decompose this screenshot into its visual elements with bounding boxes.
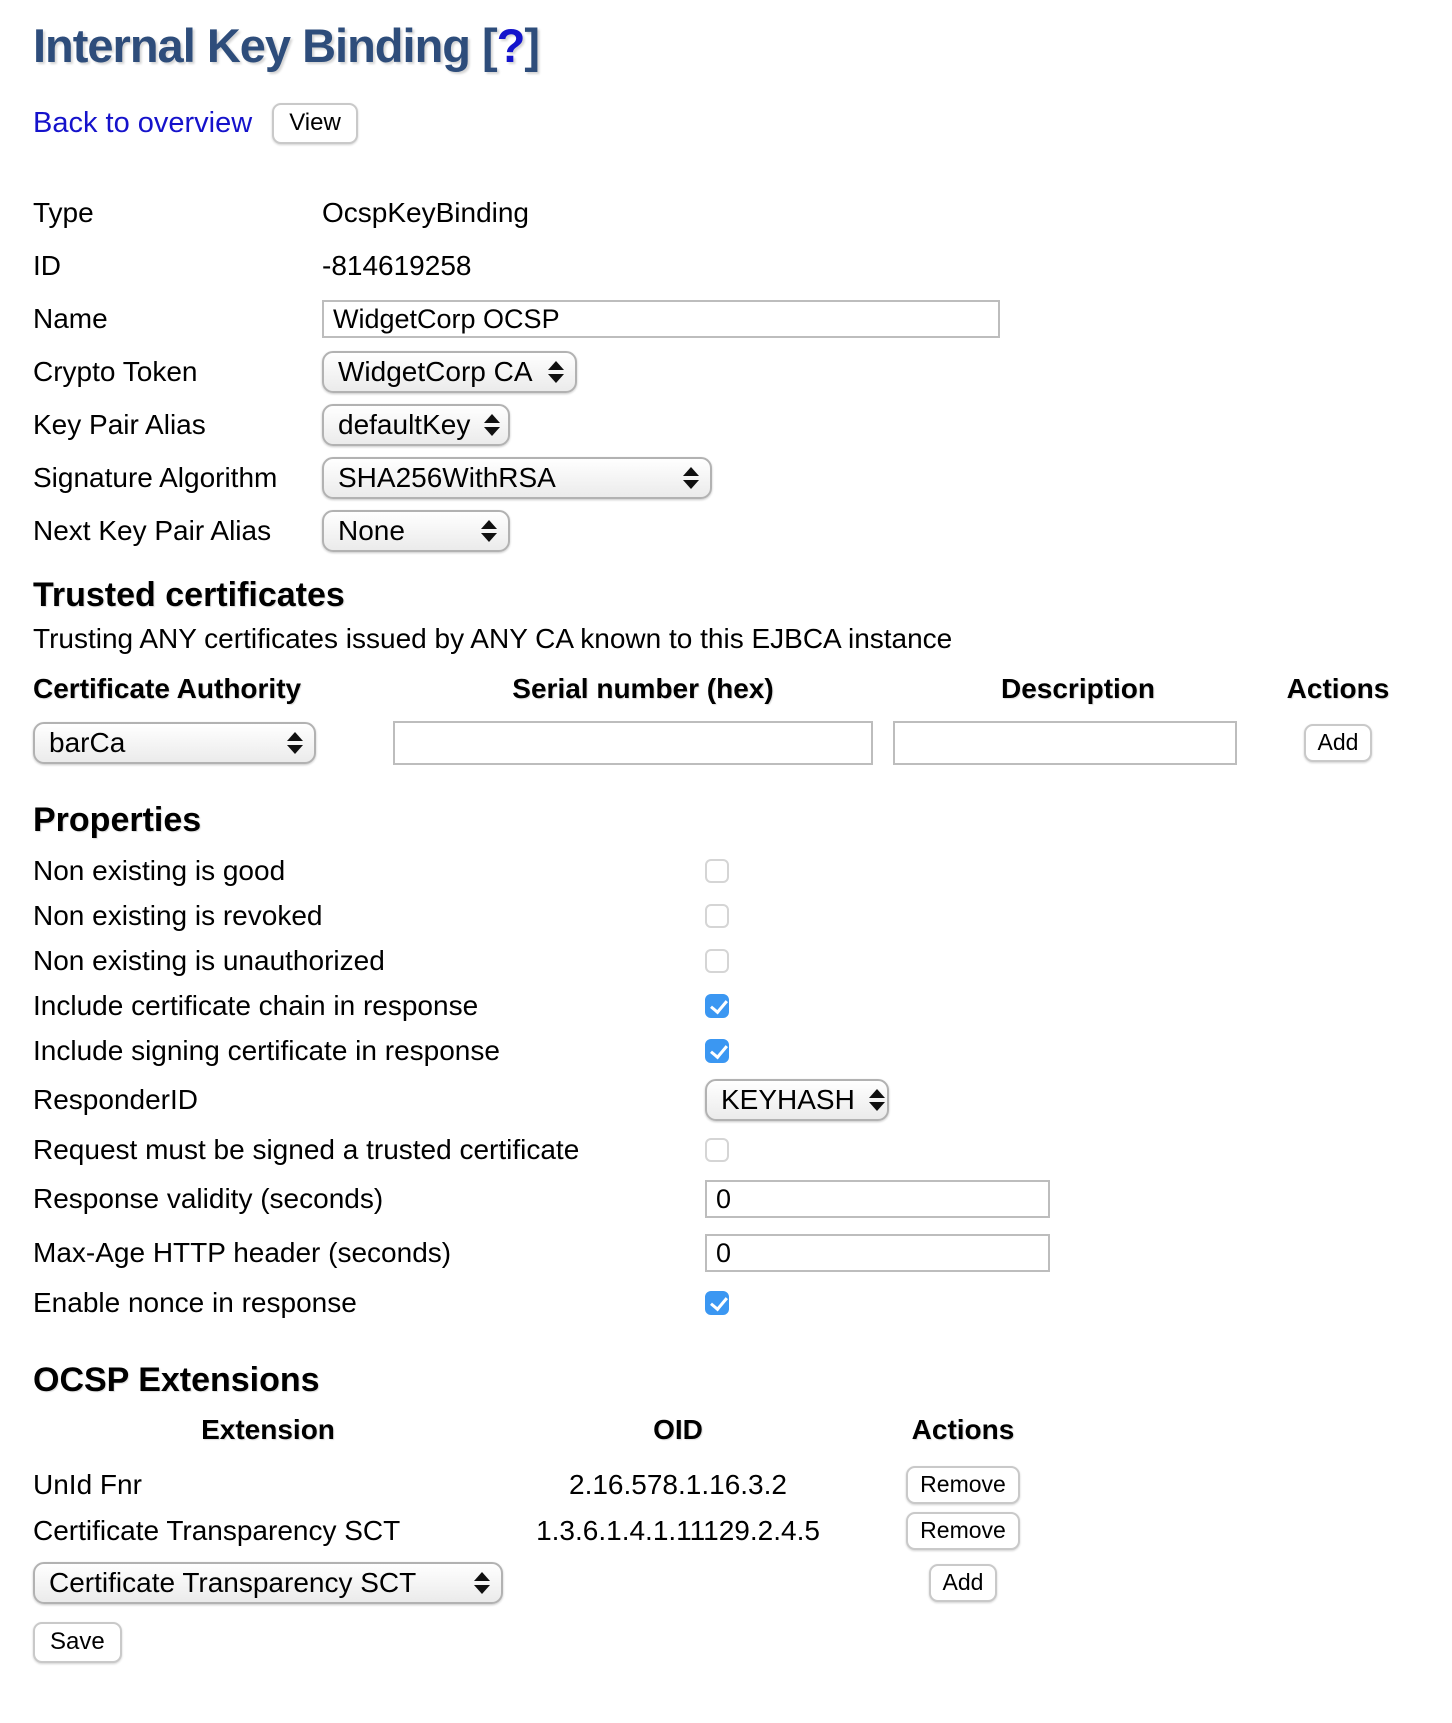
property-row (33, 1073, 1432, 1127)
remove-extension-button[interactable]: Remove (906, 1512, 1020, 1550)
certificate-authority-select[interactable] (33, 722, 316, 764)
responder-id-value: KEYHASH (721, 1084, 855, 1115)
crypto-token-select[interactable] (322, 351, 577, 393)
column-header-serial-number: Serial number (hex) (512, 673, 774, 704)
property-row (33, 848, 1432, 893)
serial-number-cell (393, 721, 893, 765)
max-age-label: Max-Age HTTP header (seconds) (33, 1237, 452, 1268)
description-cell (893, 721, 1263, 765)
include-certificate-chain-label: Include certificate chain in response (33, 989, 479, 1021)
save-button[interactable]: Save (33, 1622, 122, 1663)
next-key-pair-alias-select[interactable] (322, 510, 510, 552)
responder-id-label: ResponderID (33, 1084, 198, 1115)
non-existing-unauthorized-checkbox[interactable] (705, 949, 729, 973)
description-input[interactable] (893, 721, 1237, 765)
properties-list (33, 848, 1432, 1325)
property-row (33, 938, 1432, 983)
help-bracket-open: [ (482, 19, 497, 72)
new-extension-actions (853, 1560, 1073, 1606)
request-signed-checkbox[interactable] (705, 1138, 729, 1162)
property-row (33, 893, 1432, 938)
properties-heading: Properties (33, 801, 202, 839)
trusted-certificates-table (33, 667, 1432, 765)
extension-oid: 2.16.578.1.16.3.2 (569, 1469, 787, 1500)
non-existing-good-checkbox[interactable] (705, 859, 729, 883)
property-row (33, 1226, 1432, 1280)
id-label: ID (33, 250, 61, 281)
certificate-authority-value: barCa (49, 727, 126, 758)
select-arrows-icon (548, 361, 564, 383)
property-row (33, 1127, 1432, 1172)
extension-name: Certificate Transparency SCT (33, 1515, 401, 1546)
type-label: Type (33, 197, 94, 228)
max-age-input[interactable] (705, 1234, 1050, 1272)
include-signing-certificate-checkbox[interactable] (705, 1039, 729, 1063)
property-row (33, 1280, 1432, 1325)
trusted-certificates-description: Trusting ANY certificates issued by ANY CA known to this EJBCA instance (33, 623, 953, 654)
page-title (33, 18, 1432, 73)
non-existing-unauthorized-label: Non existing is unauthorized (33, 944, 385, 976)
column-header-extension: Extension (201, 1414, 335, 1445)
property-row (33, 1028, 1432, 1073)
column-header-certificate-authority: Certificate Authority (33, 673, 302, 704)
ocsp-extensions-table (33, 1408, 1432, 1606)
page-title-text: Internal Key Binding (33, 19, 470, 72)
response-validity-label: Response validity (seconds) (33, 1183, 384, 1214)
responder-id-select[interactable] (705, 1079, 889, 1121)
actions-cell (1304, 724, 1373, 762)
select-arrows-icon (287, 732, 303, 754)
non-existing-revoked-checkbox[interactable] (705, 904, 729, 928)
key-pair-alias-value: defaultKey (338, 409, 471, 440)
type-value: OcspKeyBinding (322, 197, 530, 228)
non-existing-revoked-label: Non existing is revoked (33, 899, 323, 931)
non-existing-good-label: Non existing is good (33, 854, 286, 886)
name-label: Name (33, 303, 108, 334)
ocsp-extensions-heading: OCSP Extensions (33, 1361, 320, 1399)
key-pair-alias-row (33, 404, 1432, 446)
new-extension-cell (33, 1560, 503, 1606)
nav-row (33, 103, 1432, 144)
enable-nonce-checkbox[interactable] (705, 1291, 729, 1315)
extension-name: UnId Fnr (33, 1469, 142, 1500)
key-pair-alias-label: Key Pair Alias (33, 409, 206, 440)
remove-extension-button[interactable]: Remove (906, 1466, 1020, 1504)
crypto-token-row (33, 351, 1432, 393)
key-binding-form (33, 192, 1432, 552)
signature-algorithm-select[interactable] (322, 457, 712, 499)
help-bracket-close: ] (524, 19, 540, 72)
serial-number-input[interactable] (393, 721, 873, 765)
new-extension-oid-cell (503, 1557, 853, 1603)
select-arrows-icon (484, 414, 500, 436)
name-input[interactable] (322, 300, 1000, 338)
select-arrows-icon (481, 520, 497, 542)
select-arrows-icon (869, 1089, 885, 1111)
extension-actions (853, 1462, 1073, 1508)
signature-algorithm-row (33, 457, 1432, 499)
new-extension-select[interactable] (33, 1562, 503, 1604)
column-header-oid: OID (653, 1414, 703, 1445)
signature-algorithm-label: Signature Algorithm (33, 462, 278, 493)
request-signed-label: Request must be signed a trusted certificate (33, 1133, 580, 1165)
id-value: -814619258 (322, 250, 472, 281)
property-row (33, 1172, 1432, 1226)
signature-algorithm-value: SHA256WithRSA (338, 462, 556, 493)
property-row (33, 983, 1432, 1028)
column-header-ext-actions: Actions (911, 1414, 1015, 1445)
select-arrows-icon (683, 467, 699, 489)
column-header-actions: Actions (1286, 673, 1390, 704)
add-trusted-certificate-button[interactable]: Add (1304, 724, 1373, 762)
include-certificate-chain-checkbox[interactable] (705, 994, 729, 1018)
extension-actions (853, 1508, 1073, 1554)
add-extension-button[interactable]: Add (929, 1564, 998, 1602)
help-link[interactable]: ? (496, 19, 525, 72)
next-key-pair-alias-row (33, 510, 1432, 552)
certificate-authority-cell (33, 722, 393, 764)
id-row (33, 245, 1432, 287)
view-button[interactable]: View (272, 103, 358, 144)
back-to-overview-link[interactable]: Back to overview (33, 107, 253, 139)
trusted-certificates-heading: Trusted certificates (33, 576, 345, 614)
type-row (33, 192, 1432, 234)
crypto-token-value: WidgetCorp CA (338, 356, 533, 387)
column-header-description: Description (1000, 673, 1156, 704)
crypto-token-label: Crypto Token (33, 356, 198, 387)
next-key-pair-alias-label: Next Key Pair Alias (33, 515, 272, 546)
response-validity-input[interactable] (705, 1180, 1050, 1218)
new-extension-value: Certificate Transparency SCT (49, 1567, 417, 1598)
include-signing-certificate-label: Include signing certificate in response (33, 1034, 500, 1066)
next-key-pair-alias-value: None (338, 515, 405, 546)
extension-oid: 1.3.6.1.4.1.11129.2.4.5 (536, 1515, 820, 1546)
key-pair-alias-select[interactable] (322, 404, 510, 446)
enable-nonce-label: Enable nonce in response (33, 1286, 357, 1318)
select-arrows-icon (474, 1572, 490, 1594)
name-row (33, 298, 1432, 340)
save-row (33, 1622, 1432, 1663)
